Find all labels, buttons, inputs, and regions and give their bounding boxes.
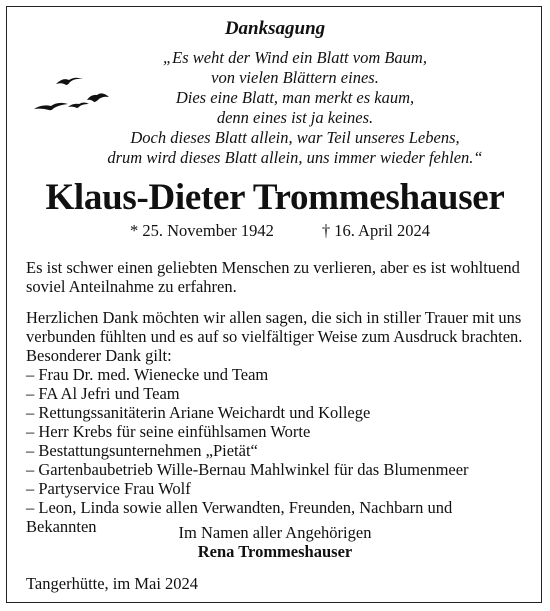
list-item: – FA Al Jefri und Team (26, 384, 180, 403)
thanks-line: verbunden fühlten und es auf so vielfältiger Weise zum Ausdruck brachten. (26, 327, 523, 346)
deceased-name: Klaus-Dieter Trommeshauser (45, 177, 505, 218)
signature-block (0, 523, 550, 561)
thanks-line: Herzlichen Dank möchten wir allen sagen, die sich in stiller Trauer mit uns (26, 308, 522, 327)
notice-body (26, 258, 526, 536)
signature-line: Im Namen aller Angehörigen (178, 523, 372, 542)
thanks-line: Besonderer Dank gilt: (26, 346, 172, 365)
list-item: – Frau Dr. med. Wienecke und Team (26, 365, 269, 384)
poem-line: denn eines ist ja keines. (216, 108, 374, 127)
list-item: – Bestattungsunternehmen „Pietät“ (26, 441, 258, 460)
signer-name: Rena Trommeshauser (197, 542, 353, 561)
poem-line: drum wird dieses Blatt allein, uns immer wieder fehlen.“ (107, 148, 483, 167)
list-item: – Leon, Linda sowie allen Verwandten, Freunden, Nachbarn und Bekannten (26, 498, 453, 536)
life-dates (130, 221, 430, 241)
intro-line: Es ist schwer einen geliebten Menschen zu verlieren, aber es ist wohltuend (26, 258, 520, 277)
list-item: – Partyservice Frau Wolf (26, 479, 191, 498)
list-item: – Gartenbaubetrieb Wille-Bernau Mahlwinkel für das Blumenmeer (26, 460, 469, 479)
death-date: † 16. April 2024 (321, 221, 430, 240)
intro-line: soviel Anteilnahme zu erfahren. (26, 277, 237, 296)
poem-line: Doch dieses Blatt allein, war Teil unseres Lebens, (130, 128, 460, 147)
list-item: – Herr Krebs für seine einfühlsamen Worte (26, 422, 311, 441)
notice-heading: Danksagung (224, 18, 326, 39)
poem-line: Dies eine Blatt, man merkt es kaum, (175, 88, 415, 107)
poem-line: von vielen Blättern eines. (211, 68, 379, 87)
list-item: – Rettungssanitäterin Ariane Weichardt und Kollege (26, 403, 371, 422)
poem (0, 48, 550, 168)
birth-date: * 25. November 1942 (130, 221, 274, 240)
place-date: Tangerhütte, im Mai 2024 (26, 574, 199, 593)
thanks-list (26, 365, 526, 536)
poem-line: „Es weht der Wind ein Blatt vom Baum, (163, 48, 427, 67)
